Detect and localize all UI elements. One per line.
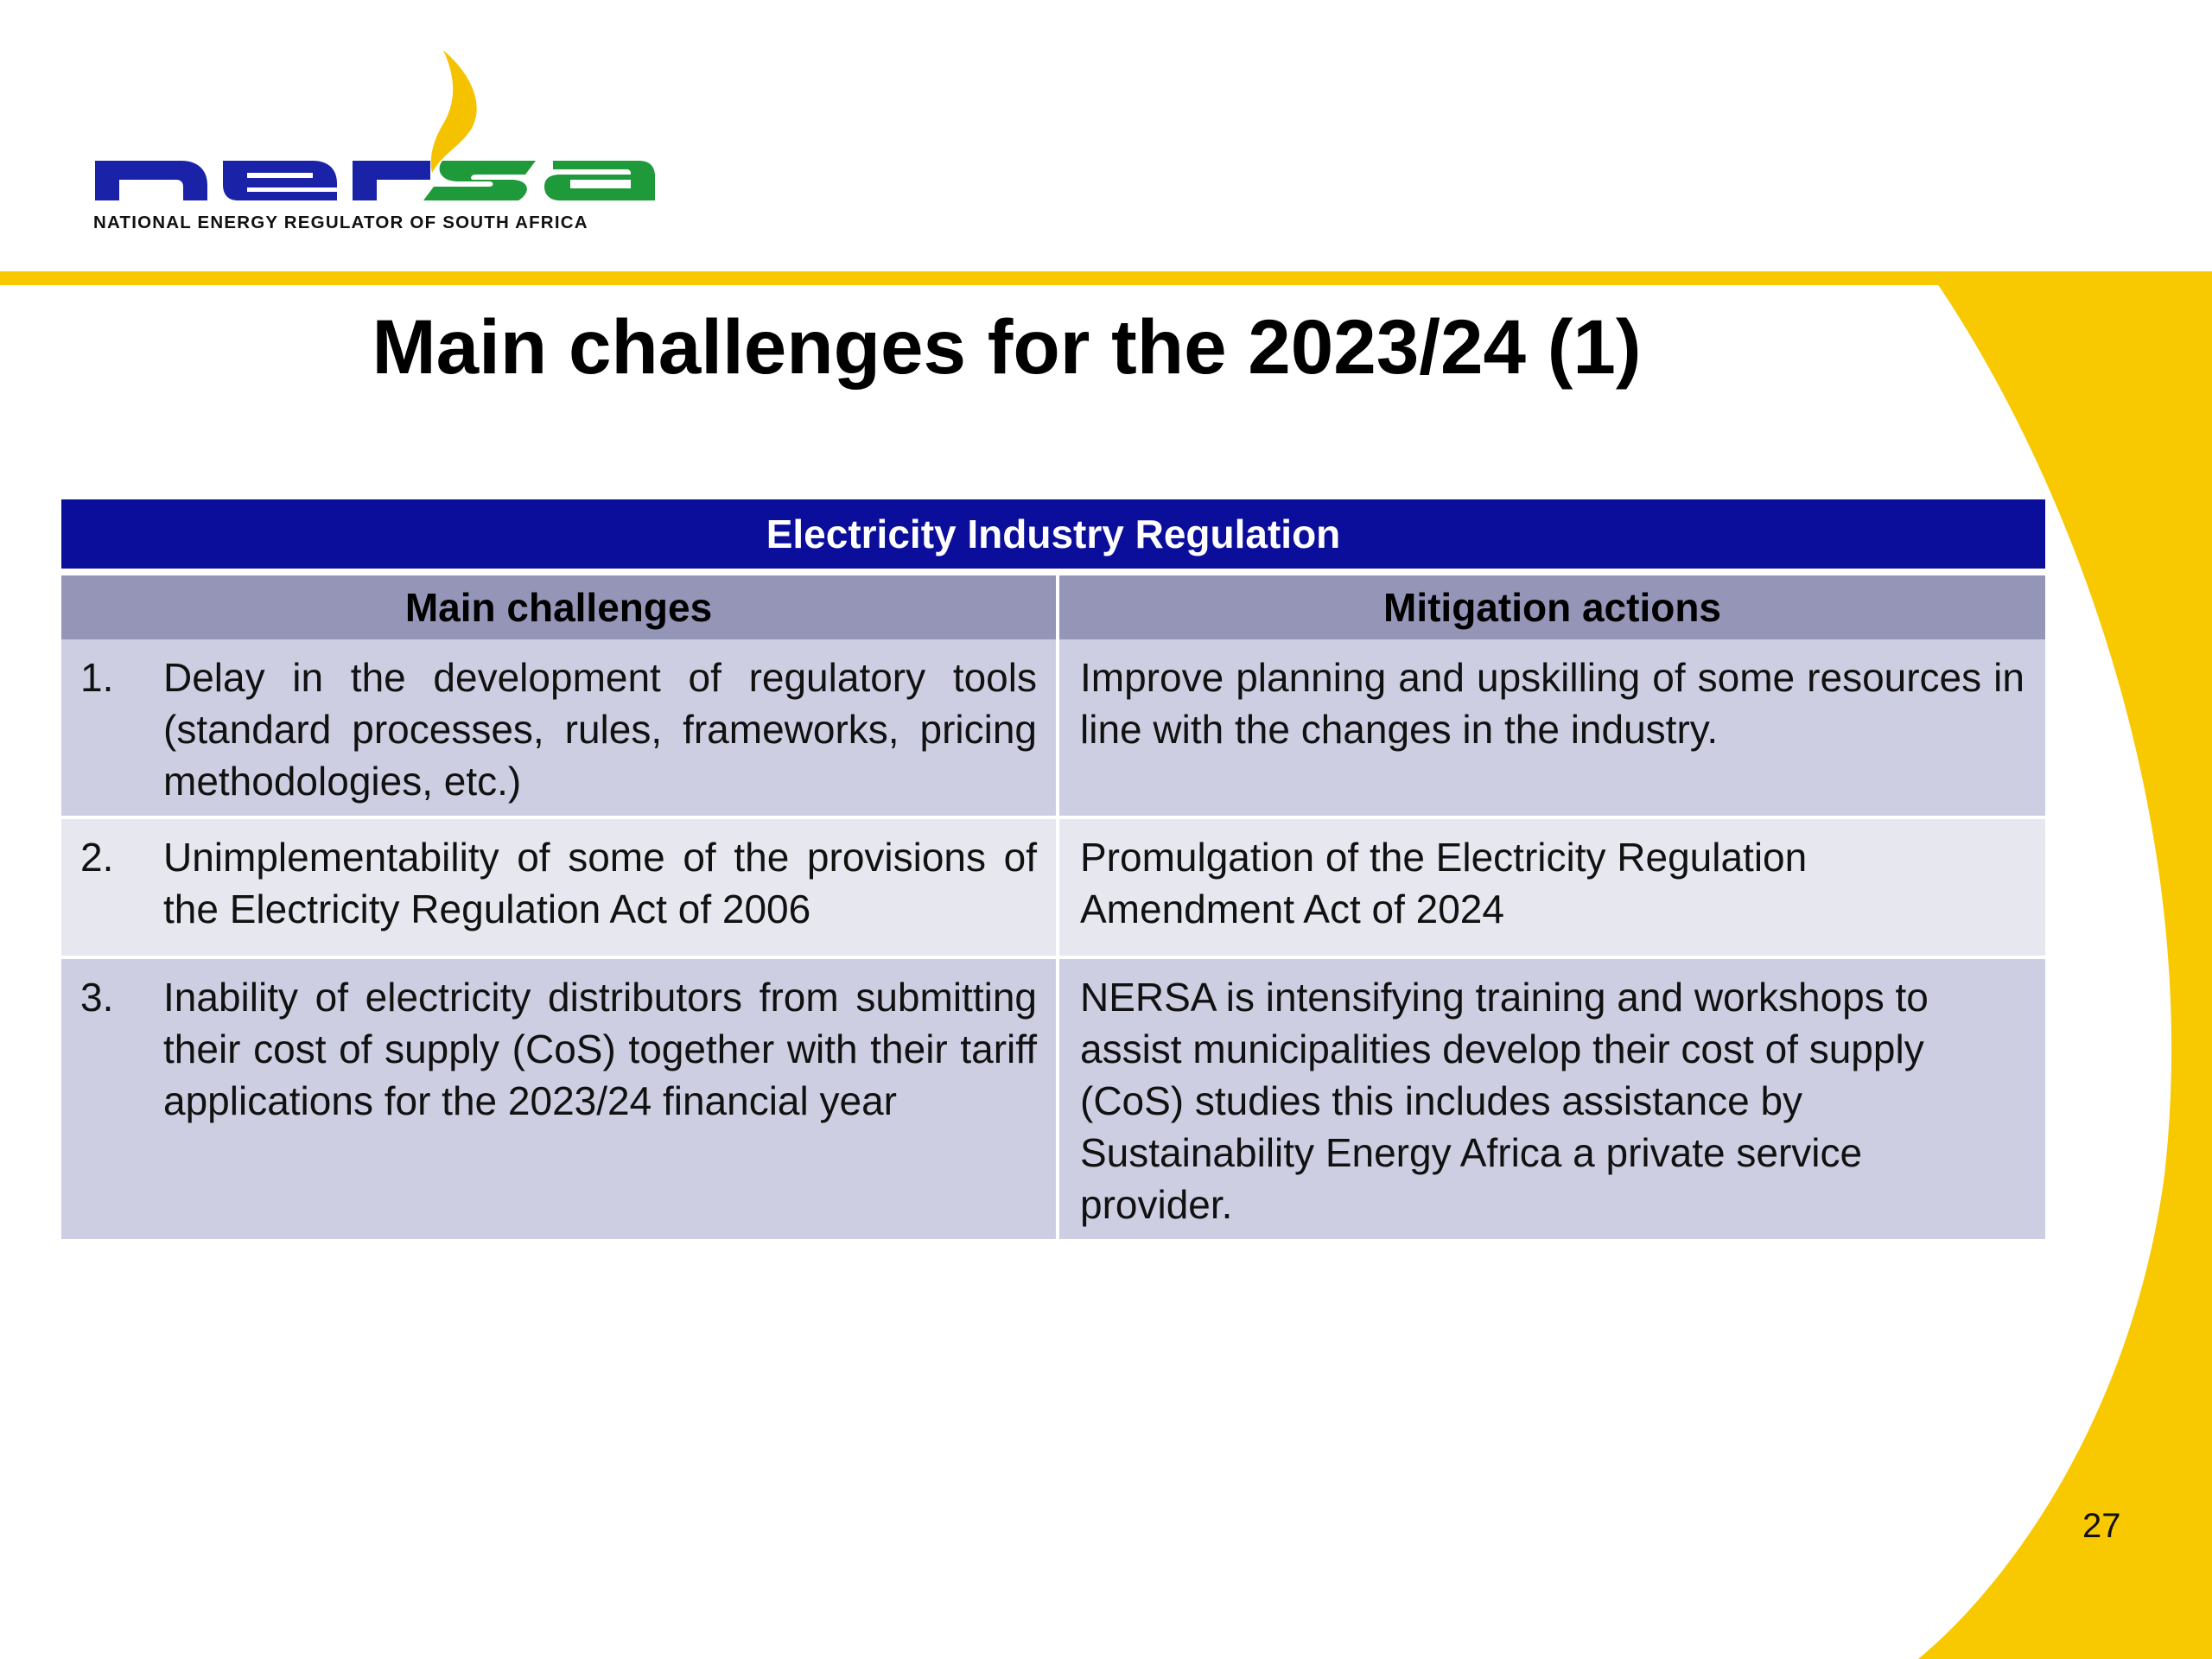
- table-row: [61, 959, 2045, 1243]
- flame-icon: [431, 50, 477, 173]
- header-divider-stripe: [0, 271, 2212, 285]
- challenge-text: Inability of electricity distributors from submitting their cost of supply (CoS) together with their tariff applications for the 2023/24 financial year: [163, 975, 1037, 1123]
- challenge-cell: [61, 959, 1059, 1243]
- table-row: [61, 819, 2045, 959]
- table-band-row: [61, 499, 2045, 575]
- row-number: 2.: [80, 835, 114, 880]
- table-band-title: Electricity Industry Regulation: [61, 499, 2045, 575]
- row-number: 3.: [80, 975, 114, 1020]
- column-header-challenges: Main challenges: [61, 575, 1059, 639]
- page-number: 27: [2082, 1507, 2121, 1545]
- column-header-row: [61, 575, 2045, 639]
- mitigation-cell: [1059, 959, 2045, 1243]
- challenge-cell: [61, 639, 1059, 819]
- mitigation-text: Improve planning and upskilling of some resources in line with the changes in the industry.: [1080, 655, 2024, 752]
- challenge-text: Delay in the development of regulatory tools (standard processes, rules, frameworks, pricing methodologies, etc.): [163, 655, 1037, 804]
- column-header-mitigation: Mitigation actions: [1059, 575, 2045, 639]
- mitigation-cell: [1059, 819, 2045, 959]
- challenge-cell: [61, 819, 1059, 959]
- challenge-text: Unimplementability of some of the provisions of the Electricity Regulation Act of 2006: [163, 835, 1037, 931]
- slide-title: Main challenges for the 2023/24 (1): [372, 303, 1642, 390]
- mitigation-text: Promulgation of the Electricity Regulation Amendment Act of 2024: [1080, 835, 1808, 931]
- mitigation-text: NERSA is intensifying training and workshops to assist municipalities develop their cost of supply (CoS) studies this includes assistance by Sustainability Energy Africa a private service provider.: [1080, 975, 1929, 1227]
- mitigation-cell: [1059, 639, 2045, 819]
- row-number: 1.: [80, 655, 114, 700]
- table-row: [61, 639, 2045, 819]
- regulation-table: [61, 499, 2045, 1243]
- logo-tagline: NATIONAL ENERGY REGULATOR OF SOUTH AFRICA: [93, 213, 588, 232]
